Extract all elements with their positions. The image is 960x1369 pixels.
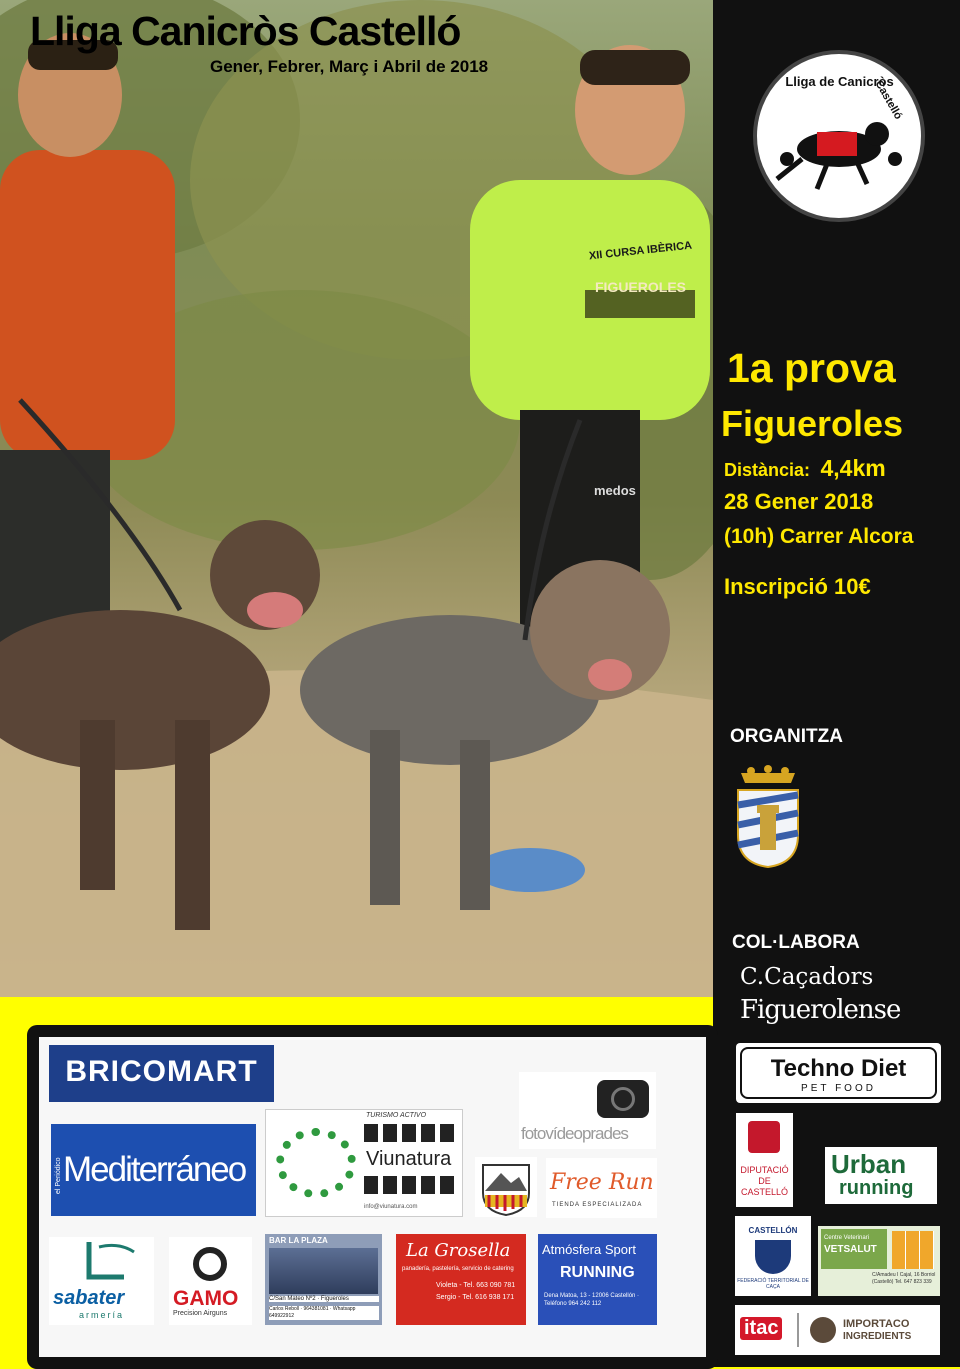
federacio-top: CASTELLÓN [748,1226,798,1235]
viunatura-top: TURISMO ACTIVO [366,1112,427,1119]
viunatura-url: info@viunatura.com [364,1204,418,1210]
collaborator-name-line2: Figuerolense [740,995,901,1025]
sponsor-atmosfera-sport [538,1234,657,1325]
sabater-mark [49,1237,154,1287]
sponsor-free-run [546,1158,657,1218]
mountain-emblem-graphic [475,1157,537,1217]
vetsalut-icons [892,1231,934,1269]
sponsor-fotovideoprades [519,1072,656,1149]
event-registration: Inscripció 10€ [724,574,871,599]
sponsor-vetsalut [818,1226,940,1296]
shirt-line2: FIGUEROLES [594,279,686,295]
page-title: Lliga Canicròs Castelló [30,8,461,54]
shirt-print [578,239,703,295]
event-time-place: (10h) Carrer Alcora [724,525,914,548]
barplaza-phone: Carlos Reboll · 964381081 · Whatsapp 649922912 [269,1306,379,1320]
sponsor-itac-importaco [735,1305,940,1355]
federacio-crest [755,1240,791,1274]
event-distance [724,455,886,482]
lagrosella-phone1: Violeta - Tel. 663 090 781 [436,1282,516,1289]
shirt-line1: XII CURSA IBÈRICA [588,239,693,263]
atmosfera-text: Atmósfera Sport [542,1242,636,1257]
sponsor-gamo [169,1237,252,1325]
vetsalut-line2: VETSALUT [824,1244,877,1255]
federacio-bottom: FEDERACIÓ TERRITORIAL DE CAÇA [737,1278,809,1290]
sponsor-mountain-emblem [475,1157,537,1217]
sponsor-bar-la-plaza [265,1234,382,1325]
itac-divider [797,1313,799,1347]
techno-diet-title: Techno Diet [770,1055,907,1082]
itac-logo: itac [740,1317,782,1340]
league-logo-side-text: Castelló [872,78,905,122]
organizer-label: ORGANITZA [730,726,843,747]
urban-line2: running [839,1177,914,1199]
freerun-text: Free Run [550,1170,654,1195]
event-date: 28 Gener 2018 [724,489,874,514]
sponsor-bricomart [49,1045,274,1102]
bricomart-text: BRICOMART [65,1055,258,1088]
collaborator-label: COL·LABORA [732,932,860,953]
lagrosella-sub: panadería, pastelería, servicio de catering [402,1266,514,1272]
sponsor-sabater [49,1237,154,1325]
sponsor-federacio-caca [735,1216,811,1296]
vetsalut-address: C/Amadeu I Cajal, 16 Borriol (Castelló) Tel. 647 823 339 [872,1272,936,1285]
league-logo [753,50,925,222]
shirt-brand: medos [594,483,636,498]
event-distance-value: 4,4km [820,455,886,481]
barplaza-photo [269,1248,378,1294]
gamo-icon [193,1247,227,1281]
sponsor-diputacio [736,1113,793,1207]
page-subtitle: Gener, Febrer, Març i Abril de 2018 [210,57,489,76]
sabater-sub: armería [79,1310,125,1320]
sabater-text: sabater [53,1287,125,1309]
viunatura-text: Viunatura [366,1148,452,1170]
sponsor-mediterraneo [51,1124,256,1216]
mediterraneo-text: Mediterráneo [63,1150,246,1189]
viunatura-icons-row2 [364,1176,456,1194]
sponsor-techno-diet [736,1043,941,1103]
techno-diet-sub: PET FOOD [801,1083,876,1094]
fotovideo-text: fotovídeoprades [521,1124,628,1143]
lagrosella-text: La Grosella [406,1240,511,1261]
event-place: Figueroles [721,403,904,444]
mediterraneo-small: el Periódico [55,1157,62,1194]
atmosfera-address: Dena Matoa, 13 - 12006 Castellón · Teléfono 964 242 112 [544,1293,640,1307]
diputacio-symbol [748,1121,780,1153]
league-logo-text: Lliga de Canicròs [785,74,894,89]
vetsalut-line1: Centre Veterinari [824,1235,870,1241]
lagrosella-phone2: Sergio - Tel. 616 938 171 [436,1294,515,1301]
viunatura-mark [276,1128,356,1198]
sidebar [713,0,960,1367]
gamo-sub: Precision Airguns [173,1310,228,1317]
freerun-sub: TIENDA ESPECIALIZADA [552,1202,643,1208]
urban-line1: Urban [831,1149,907,1179]
organizer-crest-graphic [733,765,803,870]
camera-icon [597,1080,649,1118]
atmosfera-sub: RUNNING [560,1264,635,1281]
sponsor-la-grosella [396,1234,526,1325]
event-distance-label: Distància: [724,460,811,480]
viunatura-icons-row1 [364,1124,456,1142]
collaborator-name-line1: C.Caçadors [740,964,874,990]
sponsor-urban-running [825,1147,937,1204]
gamo-text: GAMO [173,1287,239,1310]
importaco-line1: IMPORTACO [843,1318,910,1330]
importaco-line2: INGREDIENTS [843,1331,912,1342]
diputacio-text: DIPUTACIÓ DE CASTELLÓ [740,1165,789,1197]
organizer-crest [733,765,803,870]
sponsor-panel [27,1025,718,1369]
importaco-icon [810,1317,836,1343]
event-heading: 1a prova [727,345,896,391]
sponsor-viunatura [265,1109,463,1217]
camera-lens [611,1087,635,1111]
barplaza-top: BAR LA PLAZA [269,1236,328,1245]
barplaza-address: C/San Mateo Nº2 · Figueroles [269,1296,379,1302]
